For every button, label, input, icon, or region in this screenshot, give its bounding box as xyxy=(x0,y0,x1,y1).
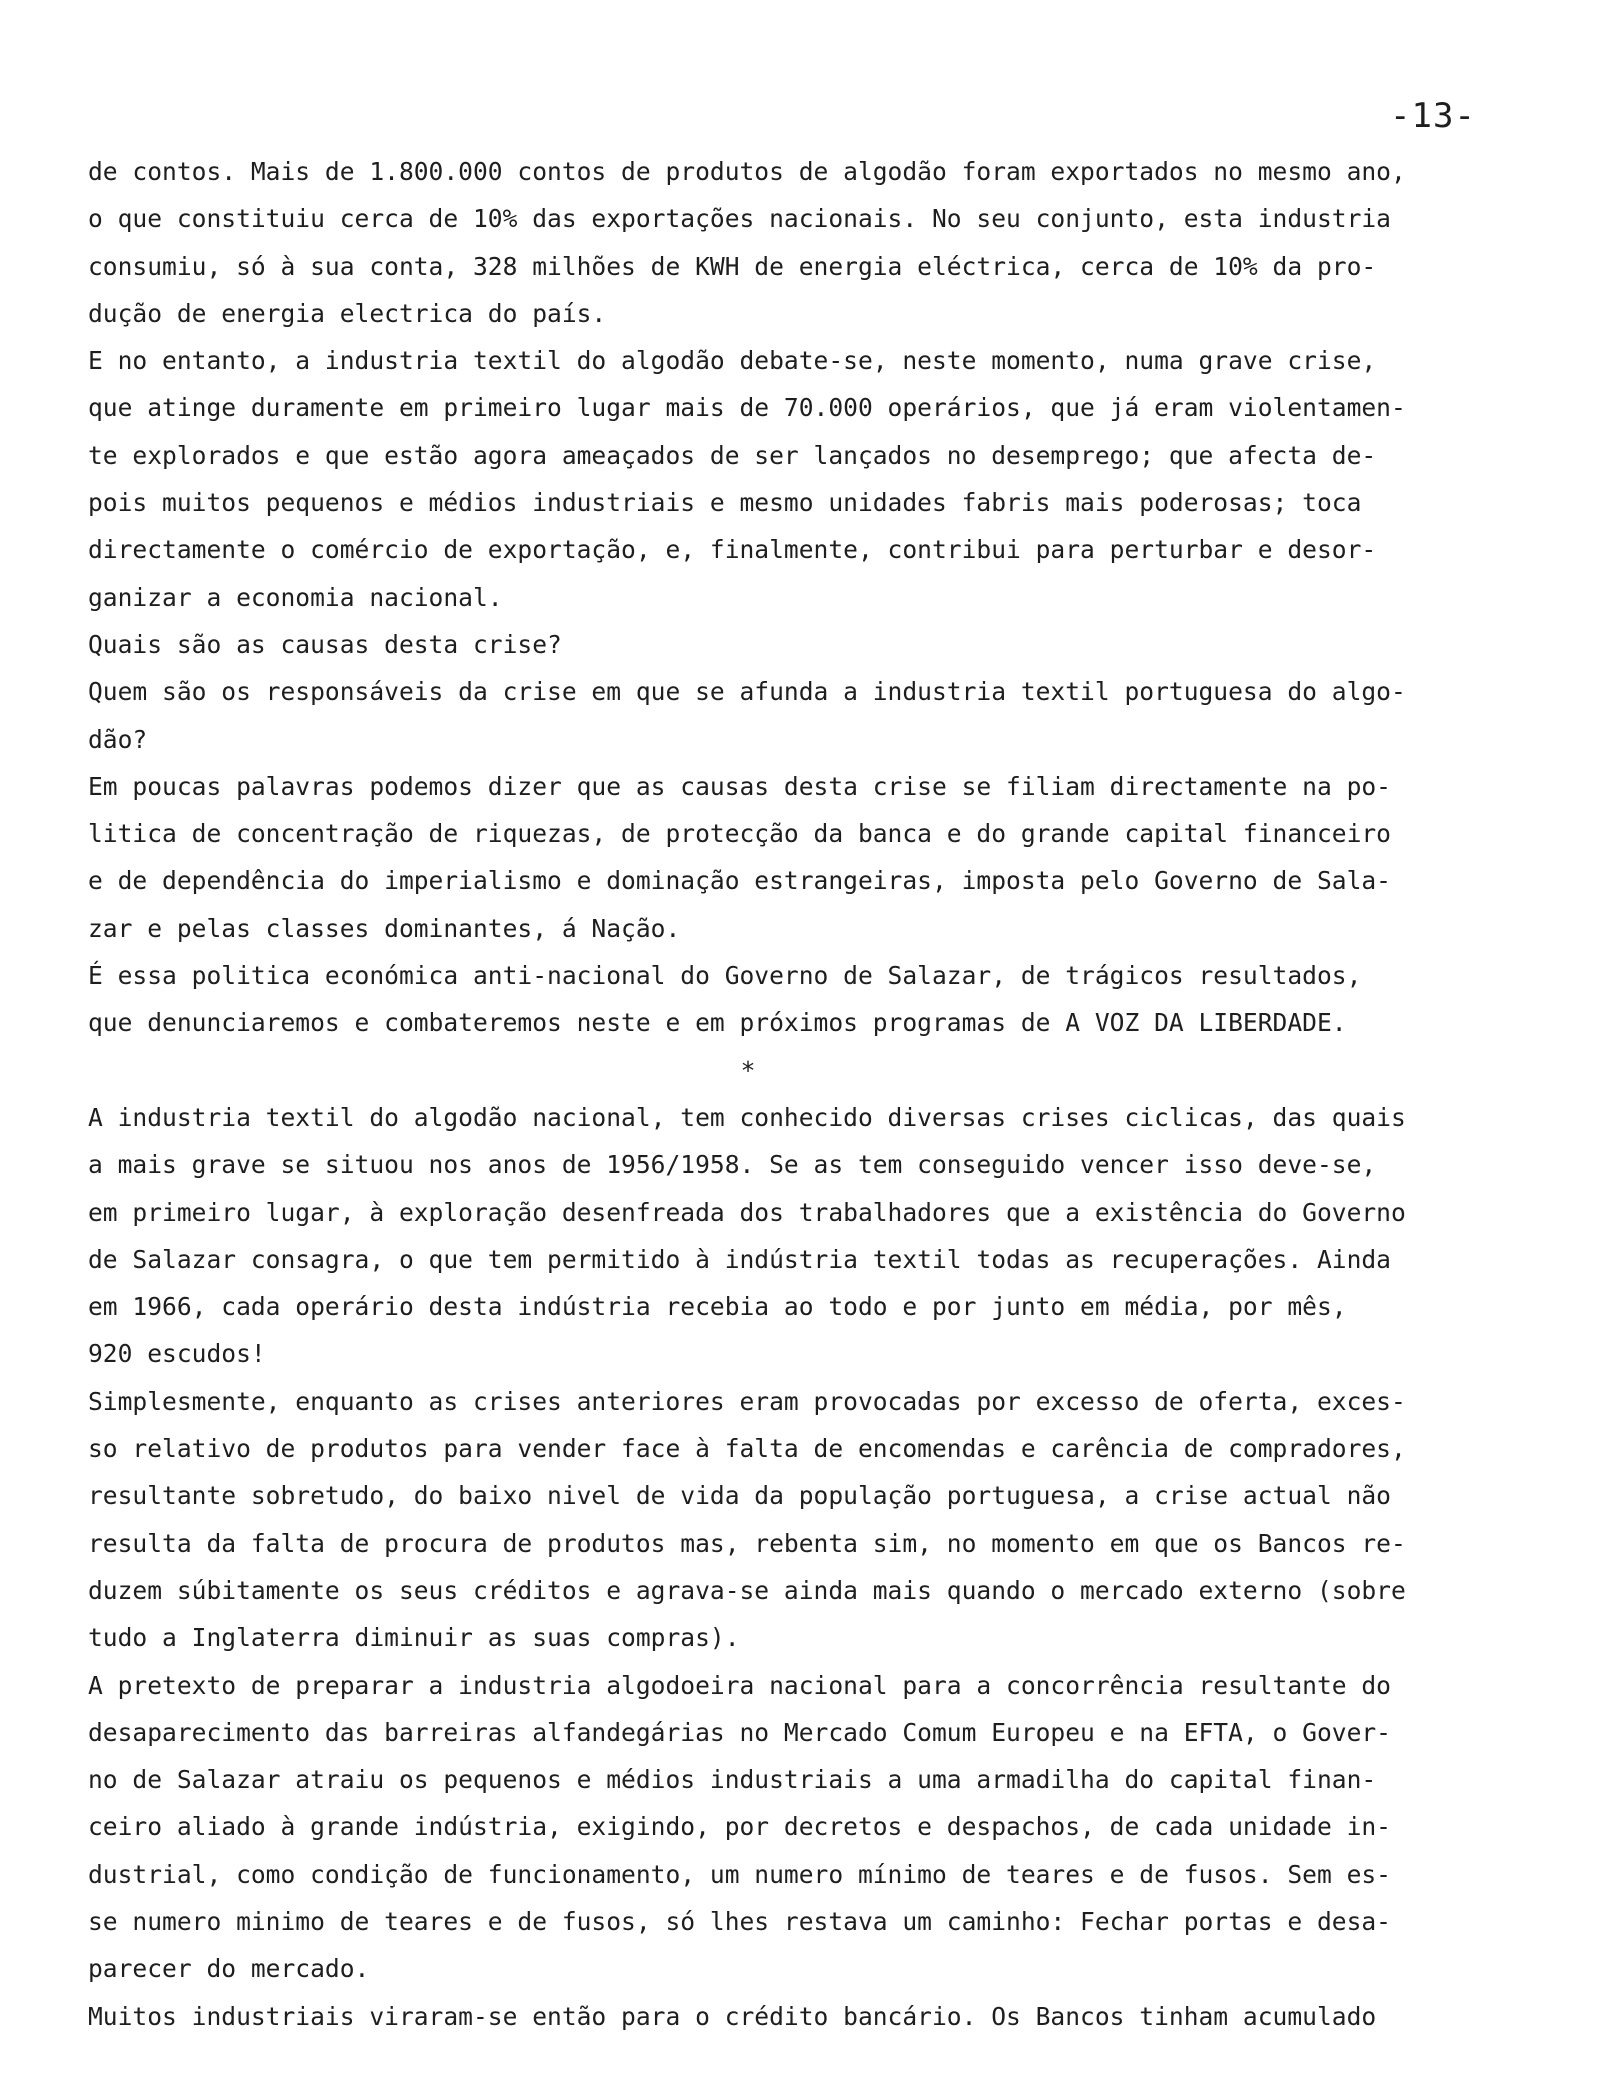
text-line: de Salazar consagra, o que tem permitido à indústria textil todas as recuperações. Ainda xyxy=(88,1244,1391,1274)
text-line: dução de energia electrica do país. xyxy=(88,298,607,328)
text-line: ganizar a economia nacional. xyxy=(88,582,503,612)
text-line: É essa politica económica anti-nacional do Governo de Salazar, de trágicos resultados, xyxy=(88,961,1362,991)
text-line: desaparecimento das barreiras alfandegárias no Mercado Comum Europeu e na EFTA, o Gover- xyxy=(88,1717,1391,1747)
text-line: Muitos industriais viraram-se então para o crédito bancário. Os Bancos tinham acumulado xyxy=(88,2001,1377,2031)
text-line: dustrial, como condição de funcionamento, um numero mínimo de teares e de fusos. Sem es- xyxy=(88,1859,1391,1889)
text-line: Simplesmente, enquanto as crises anteriores eram provocadas por excesso de oferta, exces- xyxy=(88,1386,1406,1416)
text-line: de contos. Mais de 1.800.000 contos de produtos de algodão foram exportados no mesmo ano, xyxy=(88,157,1406,186)
page-number: -13- xyxy=(1390,96,1476,136)
text-line: no de Salazar atraiu os pequenos e médios industriais a uma armadilha do capital finan- xyxy=(88,1765,1377,1795)
text-line: que denunciaremos e combateremos neste e em próximos programas de A VOZ DA LIBERDADE. xyxy=(88,1008,1347,1038)
text-line: a mais grave se situou nos anos de 1956/1958. Se as tem conseguido vencer isso deve-se, xyxy=(88,1150,1377,1180)
text-line: parecer do mercado. xyxy=(88,1954,370,1984)
text-line: e de dependência do imperialismo e dominação estrangeiras, imposta pelo Governo de Sala- xyxy=(88,866,1391,896)
text-line: se numero minimo de teares e de fusos, só lhes restava um caminho: Fechar portas e desa- xyxy=(88,1906,1391,1936)
text-line: A pretexto de preparar a industria algodoeira nacional para a concorrência resultante do xyxy=(88,1670,1391,1700)
text-line: o que constituiu cerca de 10% das exportações nacionais. No seu conjunto, esta industria xyxy=(88,204,1391,234)
text-line: pois muitos pequenos e médios industriais e mesmo unidades fabris mais poderosas; toca xyxy=(88,488,1362,518)
text-line: Quem são os responsáveis da crise em que se afunda a industria textil portuguesa do algo- xyxy=(88,677,1406,707)
text-line: em primeiro lugar, à exploração desenfreada dos trabalhadores que a existência do Governo xyxy=(88,1197,1406,1227)
text-line: A industria textil do algodão nacional, tem conhecido diversas crises ciclicas, das quais xyxy=(88,1102,1406,1132)
text-line: dão? xyxy=(88,724,148,754)
text-line: directamente o comércio de exportação, e, finalmente, contribui para perturbar e desor- xyxy=(88,535,1377,565)
text-line: ceiro aliado à grande indústria, exigindo, por decretos e despachos, de cada unidade in- xyxy=(88,1812,1391,1842)
text-line: litica de concentração de riquezas, de protecção da banca e do grande capital financeiro xyxy=(88,819,1391,849)
section-separator: * xyxy=(740,1055,756,1085)
text-line: Quais são as causas desta crise? xyxy=(88,629,562,659)
text-line: E no entanto, a industria textil do algodão debate-se, neste momento, numa grave crise, xyxy=(88,346,1377,376)
text-line: te explorados e que estão agora ameaçados de ser lançados no desemprego; que afecta de- xyxy=(88,440,1377,470)
text-line: resulta da falta de procura de produtos mas, rebenta sim, no momento em que os Bancos re- xyxy=(88,1528,1406,1558)
text-line: zar e pelas classes dominantes, á Nação. xyxy=(88,913,681,943)
text-line: que atinge duramente em primeiro lugar mais de 70.000 operários, que já eram violentamen- xyxy=(88,393,1406,423)
text-line: 920 escudos! xyxy=(88,1339,266,1369)
text-line: so relativo de produtos para vender face à falta de encomendas e carência de compradores, xyxy=(88,1434,1406,1464)
text-line: consumiu, só à sua conta, 328 milhões de KWH de energia eléctrica, cerca de 10% da pro- xyxy=(88,251,1377,281)
text-line: resultante sobretudo, do baixo nivel de vida da população portuguesa, a crise actual não xyxy=(88,1481,1391,1511)
text-line: em 1966, cada operário desta indústria recebia ao todo e por junto em média, por mês, xyxy=(88,1292,1347,1322)
body-text xyxy=(88,148,1528,2040)
text-line: tudo a Inglaterra diminuir as suas compras). xyxy=(88,1623,740,1653)
text-line: Em poucas palavras podemos dizer que as causas desta crise se filiam directamente na po- xyxy=(88,771,1391,801)
text-line: duzem súbitamente os seus créditos e agrava-se ainda mais quando o mercado externo (sobre xyxy=(88,1575,1406,1605)
